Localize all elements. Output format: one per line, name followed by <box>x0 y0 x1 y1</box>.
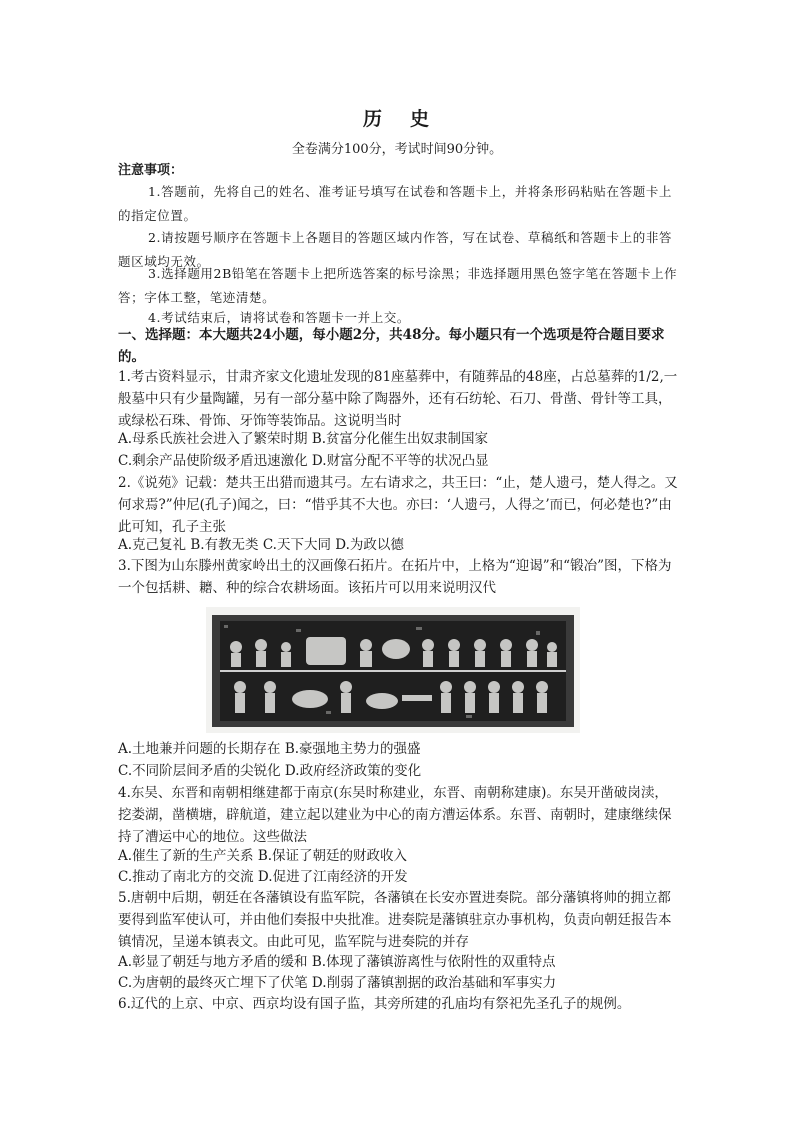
question-3-options-c-d: C.不同阶层间矛盾的尖锐化 D.政府经济政策的变化 <box>118 763 422 779</box>
question-6-stem: 6.辽代的上京、中京、西京均设有国子监，其旁所建的孔庙均有祭祀先圣孔子的规例。 <box>118 996 631 1012</box>
question-1-options-a-b: A.母系氏族社会进入了繁荣时期 B.贫富分化催生出奴隶制国家 <box>118 431 489 447</box>
notice-item-2: 2.请按题号顺序在答题卡上各题目的答题区域内作答，写在试卷、草稿纸和答题卡上的非答题区域均无效。 <box>118 230 673 269</box>
question-2-stem: 2.《说苑》记载：楚共王出猎而遗其弓。左右请求之，共王曰：“止，楚人遗弓，楚人得之。又何求焉?”仲尼(孔子)闻之，曰：“惜乎其不大也。亦曰：‘人遗弓，人得之’而已，何必楚也?”由此可知，孔子主张 <box>118 475 678 535</box>
question-4-options-c-d: C.推动了南北方的交流 D.促进了江南经济的开发 <box>118 869 408 885</box>
question-3-stem: 3.下图为山东滕州黄家岭出土的汉画像石拓片。在拓片中，上格为“迎谒”和“锻冶”图，下格为一个包括耕、耱、种的综合农耕场面。该拓片可以用来说明汉代 <box>118 558 672 596</box>
question-3-options-a-b: A.土地兼并问题的长期存在 B.豪强地主势力的强盛 <box>118 741 421 757</box>
notice-item-3: 3.选择题用2B铅笔在答题卡上把所选答案的标号涂黑；非选择题用黑色签字笔在答题卡上作答；字体工整，笔迹清楚。 <box>118 266 678 305</box>
question-5-stem: 5.唐朝中后期，朝廷在各藩镇设有监军院，各藩镇在长安亦置进奏院。部分藩镇将帅的拥立都要得到监军使认可，并由他们奏报中央批准。进奏院是藩镇驻京办事机构，负责向朝廷报告本镇情况，呈递本镇表文。由此可见，监军院与进奏院的并存 <box>118 890 672 950</box>
exam-info: 全卷满分100分，考试时间90分钟。 <box>291 142 503 157</box>
title-char-2: 史 <box>410 108 432 130</box>
title-char-1: 历 <box>362 108 384 130</box>
section-heading: 一、选择题：本大题共24小题，每小题2分，共48分。每小题只有一个选项是符合题目要求的。 <box>118 327 665 365</box>
question-4-options-a-b: A.催生了新的生产关系 B.保证了朝廷的财政收入 <box>118 848 408 864</box>
han-stone-relief-rubbing-image <box>206 607 580 733</box>
question-5-options-c-d: C.为唐朝的最终灭亡埋下了伏笔 D.削弱了藩镇割据的政治基础和军事实力 <box>118 975 557 991</box>
notice-item-1: 1.答题前，先将自己的姓名、准考证号填写在试卷和答题卡上，并将条形码粘贴在答题卡上的指定位置。 <box>118 184 673 223</box>
question-1-options-c-d: C.剩余产品使阶级矛盾迅速激化 D.财富分配不平等的状况凸显 <box>118 453 489 469</box>
page-title <box>0 104 794 131</box>
question-5-options-a-b: A.彰显了朝廷与地方矛盾的缓和 B.体现了藩镇游离性与依附性的双重特点 <box>118 954 556 970</box>
notice-heading: 注意事项： <box>118 163 184 178</box>
question-2-options: A.克己复礼 B.有教无类 C.天下大同 D.为政以德 <box>118 537 404 553</box>
question-4-stem: 4.东吴、东晋和南朝相继建都于南京(东吴时称建业，东晋、南朝称建康)。东吴开凿破岗渎，挖娄湖，凿横塘，辟航道，建立起以建业为中心的南方漕运体系。东晋、南朝时，建康继续保持了漕运中心的地位。这些做法 <box>118 785 672 845</box>
notice-item-4: 4.考试结束后，请将试卷和答题卡一并上交。 <box>148 310 411 325</box>
question-1-stem: 1.考古资料显示，甘肃齐家文化遗址发现的81座墓葬中，有随葬品的48座，占总墓葬的1/2,一般墓中只有少量陶罐，另有一部分墓中除了陶器外，还有石纺轮、石刀、骨凿、骨针等工具，或绿松石珠、骨饰、牙饰等装饰品。这说明当时 <box>118 369 678 429</box>
